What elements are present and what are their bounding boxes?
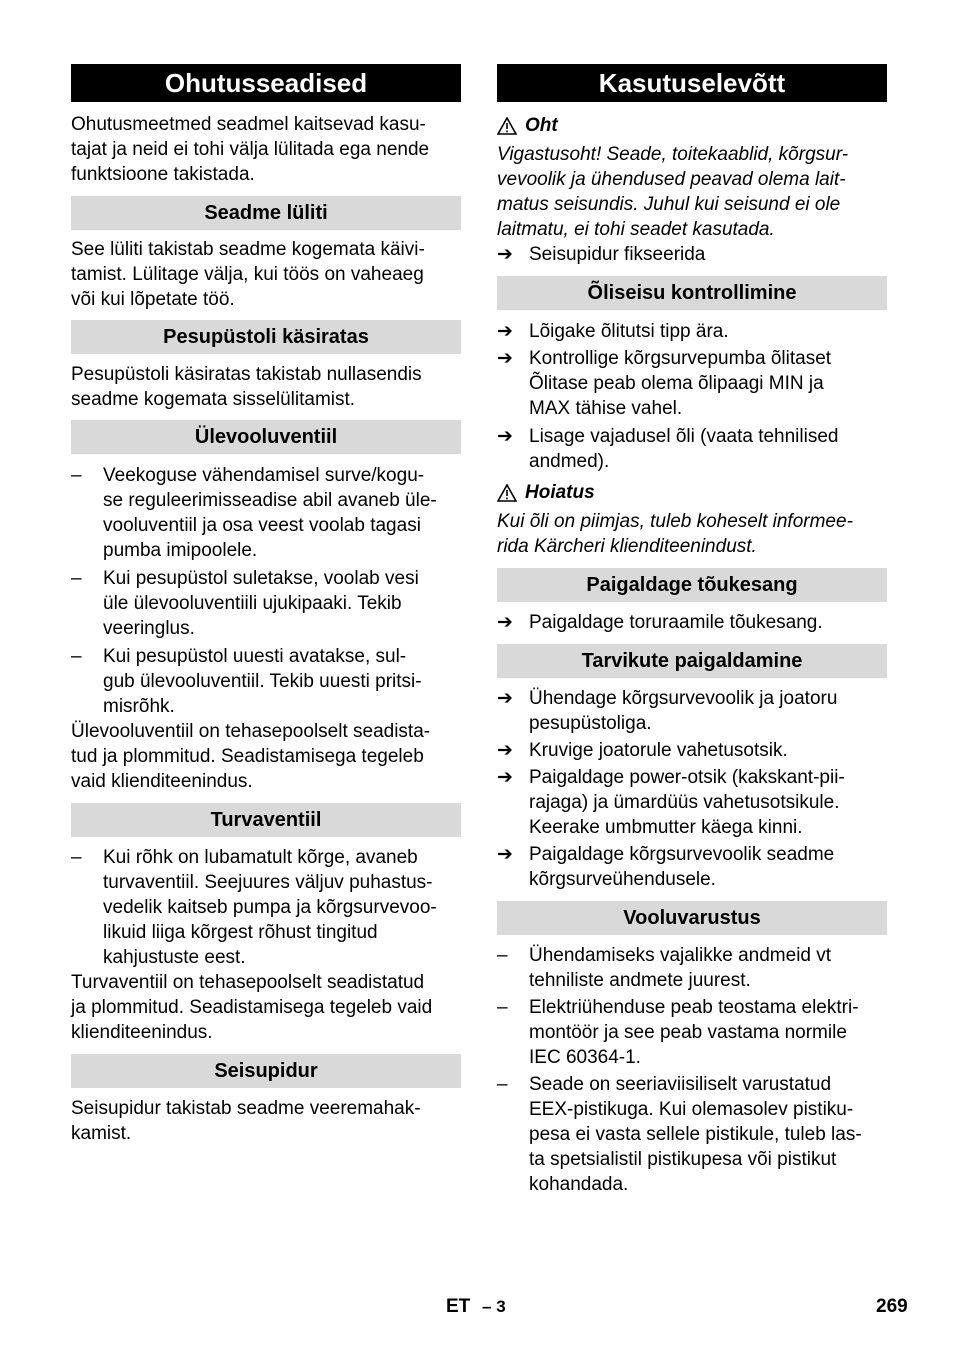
subheading-seisupidur: Seisupidur xyxy=(71,1054,461,1088)
arrow-icon: ➔ xyxy=(497,767,513,788)
paragraph: Pesupüstoli käsiratas takistab nullasendis seadme kogemata sisselülitamist. xyxy=(71,364,422,410)
subheading-toukesang: Paigaldage tõukesang xyxy=(497,568,887,602)
step-item: ➔ Paigaldage power-otsik (kakskant-pii- rajaga) ja ümardüüs vahetusotsikule. Keerake umbmutter käega kinni. xyxy=(497,767,845,838)
paragraph: Turvaventiil on tehasepoolselt seadistatud ja plommitud. Seadistamisega tegeleb vaid klienditeenindus. xyxy=(71,972,433,1043)
arrow-icon: ➔ xyxy=(497,244,513,265)
step-item: ➔ Ühendage kõrgsurvevoolik ja joatoru pesupüstoliga. xyxy=(497,688,838,734)
arrow-icon: ➔ xyxy=(497,688,513,709)
dash-marker: – xyxy=(71,568,82,589)
warning-triangle-icon xyxy=(497,117,517,135)
section-title-ohutusseadised: Ohutusseadised xyxy=(71,64,461,102)
list-item: – Kui pesupüstol suletakse, voolab vesi üle ülevooluventiili ujukipaaki. Tekib veeringlus. xyxy=(71,568,419,639)
arrow-icon: ➔ xyxy=(497,348,513,369)
list-item: – Seade on seeriaviisiliselt varustatud EEX-pistikuga. Kui olemasolev pistiku- pesa ei vasta sellele pistikule, tuleb las- ta spetsialistil pistikupesa või pistikut kohandada. xyxy=(497,1074,862,1195)
paragraph: Ülevooluventiil on tehasepoolselt seadista- tud ja plommitud. Seadistamisega tegeleb vaid klienditeenindus. xyxy=(71,721,431,792)
arrow-icon: ➔ xyxy=(497,844,513,865)
intro-paragraph: Ohutusmeetmed seadmel kaitsevad kasu- tajat ja neid ei tohi välja lülitada ega nende funktsioone takistada. xyxy=(71,114,430,185)
dash-marker: – xyxy=(71,646,82,667)
step-item: ➔ Kruvige joatorule vahetusotsik. xyxy=(497,740,788,761)
left-column xyxy=(71,64,461,1146)
step-item: ➔ Lõigake õlitutsi tipp ära. xyxy=(497,321,729,342)
page-number: 269 xyxy=(876,1296,908,1317)
list-item: – Ühendamiseks vajalikke andmeid vt tehniliste andmete juurest. xyxy=(497,945,832,991)
step-item: ➔ Paigaldage toruraamile tõukesang. xyxy=(497,612,823,633)
footer-language: ET xyxy=(446,1296,471,1317)
paragraph: Seisupidur takistab seadme veeremahak- kamist. xyxy=(71,1098,421,1144)
dash-marker: – xyxy=(497,1074,508,1095)
list-item: – Elektriühenduse peab teostama elektri- montöör ja see peab vastama normile IEC 60364-1. xyxy=(497,997,859,1068)
caution-text: Kui õli on piimjas, tuleb koheselt informee- rida Kärcheri klienditeenindust. xyxy=(497,511,853,557)
step-item: ➔ Kontrollige kõrgsurvepumba õlitaset Õlitase peab olema õlipaagi MIN ja MAX tähise vahel. xyxy=(497,348,832,419)
subheading-ulevooluventiil: Ülevooluventiil xyxy=(71,420,461,454)
list-item: – Veekoguse vähendamisel surve/kogu- se reguleerimisseadise abil avaneb üle- vooluventiil ja osa veest voolab tagasi pumba imipoolele. xyxy=(71,465,437,561)
subheading-vooluvarustus: Vooluvarustus xyxy=(497,901,887,935)
subheading-pesupustoli-kasiratas: Pesupüstoli käsiratas xyxy=(71,320,461,354)
danger-text: Vigastusoht! Seade, toitekaablid, kõrgsur- vevoolik ja ühendused peavad olema lait- matus seisundis. Juhul kui seisund ei ole laitmatu, ei tohi seadet kasutada. xyxy=(497,144,849,240)
warning-triangle-icon xyxy=(497,484,517,502)
arrow-icon: ➔ xyxy=(497,321,513,342)
dash-marker: – xyxy=(497,945,508,966)
step-item: ➔ Lisage vajadusel õli (vaata tehnilised andmed). xyxy=(497,426,839,472)
step-item: ➔ Seisupidur fikseerida xyxy=(497,244,706,265)
subheading-turvaventiil: Turvaventiil xyxy=(71,803,461,837)
danger-heading: Oht xyxy=(497,113,887,138)
arrow-icon: ➔ xyxy=(497,612,513,633)
section-title-kasutuselevott: Kasutuselevõtt xyxy=(497,64,887,102)
arrow-icon: ➔ xyxy=(497,740,513,761)
dash-marker: – xyxy=(71,847,82,868)
dash-marker: – xyxy=(71,465,82,486)
list-item: – Kui pesupüstol uuesti avatakse, sul- gub ülevooluventiil. Tekib uuesti pritsi- misrõhk. xyxy=(71,646,422,717)
dash-marker: – xyxy=(497,997,508,1018)
subheading-oliseisu: Õliseisu kontrollimine xyxy=(497,276,887,310)
subheading-seadme-luliti: Seadme lüliti xyxy=(71,196,461,230)
arrow-icon: ➔ xyxy=(497,426,513,447)
caution-heading: Hoiatus xyxy=(497,480,887,505)
footer-local-page: – 3 xyxy=(482,1297,506,1316)
subheading-tarvikute: Tarvikute paigaldamine xyxy=(497,644,887,678)
paragraph: See lüliti takistab seadme kogemata käivi- tamist. Lülitage välja, kui töös on vaheaeg või kui lõpetate töö. xyxy=(71,239,425,310)
list-item: – Kui rõhk on lubamatult kõrge, avaneb turvaventiil. Seejuures väljuv puhastus- vedelik kaitseb pumpa ja kõrgsurvevoo- likuid liiga kõrgest rõhust tingitud kahjustuste eest. xyxy=(71,847,437,968)
right-column xyxy=(497,64,887,1197)
step-item: ➔ Paigaldage kõrgsurvevoolik seadme kõrgsurveühendusele. xyxy=(497,844,835,890)
